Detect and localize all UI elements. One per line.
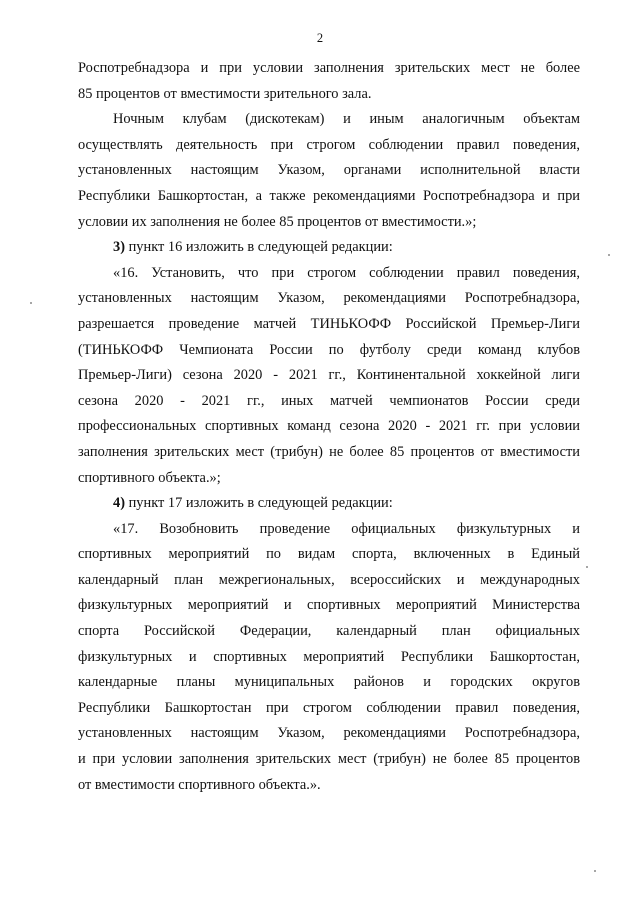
text-line [78, 158, 580, 184]
line-text: «16. Установить, что при строгом соблюдении правил поведения, [113, 264, 580, 281]
line-text: сезона 2020 - 2021 гг., иных матчей чемпионатов России среди [78, 392, 580, 409]
line-text: Ночным клубам (дискотекам) и иным аналогичным объектам [113, 111, 580, 128]
text-line [78, 568, 580, 594]
line-text: условии их заполнения не более 85 процентов от вместимости.»; [78, 213, 477, 230]
line-text: осуществлять деятельность при строгом соблюдении правил поведения, [78, 136, 580, 153]
text-line [78, 414, 580, 440]
text-line [78, 542, 580, 568]
page-number: 2 [316, 31, 324, 45]
line-text: календарный план межрегиональных, всероссийских и международных [78, 571, 580, 588]
line-text: установленных настоящим Указом, рекомендациями Роспотребнадзора, [78, 290, 580, 307]
line-text: «17. Возобновить проведение официальных физкультурных и [113, 520, 580, 537]
text-line [78, 184, 580, 210]
text-line [78, 133, 580, 159]
text-line [78, 747, 580, 773]
line-text: 85 процентов от вместимости зрительного зала. [78, 85, 372, 102]
text-line [78, 593, 580, 619]
text-line [78, 466, 580, 492]
text-line [78, 619, 580, 645]
line-text: пункт 16 изложить в следующей редакции: [125, 239, 393, 256]
line-text: спортивного объекта.»; [78, 469, 221, 486]
text-line [78, 56, 580, 82]
text-line [78, 286, 580, 312]
line-text: установленных настоящим Указом, рекомендациями Роспотребнадзора, [78, 725, 580, 742]
text-line [78, 670, 580, 696]
text-line [78, 721, 580, 747]
item-number: 4) [113, 495, 125, 512]
line-text: установленных настоящим Указом, органами исполнительной власти [78, 162, 580, 179]
document-body [78, 56, 580, 798]
line-text: физкультурных мероприятий и спортивных мероприятий Министерства [78, 597, 580, 614]
line-text: Роспотребнадзора и при условии заполнения зрительских мест не более [78, 60, 580, 76]
scan-speck [608, 254, 610, 256]
line-text: (ТИНЬКОФФ Чемпионата России по футболу среди команд клубов [78, 341, 580, 358]
line-text: заполнения зрительских мест (трибун) не более 85 процентов от вместимости [78, 443, 580, 460]
text-line [78, 363, 580, 389]
text-line [78, 696, 580, 722]
scan-speck [594, 870, 596, 872]
line-text: Республики Башкортостан, а также рекомендациями Роспотребнадзора и при [78, 187, 580, 204]
scan-speck [586, 566, 588, 568]
text-line [78, 491, 580, 517]
scan-speck [30, 302, 32, 304]
text-line [78, 440, 580, 466]
line-text: пункт 17 изложить в следующей редакции: [125, 495, 393, 512]
text-line [78, 517, 580, 543]
line-text: от вместимости спортивного объекта.». [78, 776, 321, 793]
line-text: профессиональных спортивных команд сезона 2020 - 2021 гг. при условии [78, 418, 580, 435]
line-text: Республики Башкортостан при строгом соблюдении правил поведения, [78, 699, 580, 716]
line-text: календарные планы муниципальных районов и городских округов [78, 674, 580, 691]
line-text: спортивных мероприятий по видам спорта, включенных в Единый [78, 546, 580, 563]
line-text: физкультурных и спортивных мероприятий Республики Башкортостан, [78, 648, 580, 665]
line-text: спорта Российской Федерации, календарный план официальных [78, 623, 580, 640]
line-text: и при условии заполнения зрительских мест (трибун) не более 85 процентов [78, 751, 580, 768]
line-text: Премьер-Лиги) сезона 2020 - 2021 гг., Континентальной хоккейной лиги [78, 367, 580, 384]
text-line [78, 210, 580, 236]
text-line [78, 389, 580, 415]
text-line [78, 261, 580, 287]
text-line [78, 773, 580, 799]
text-line [78, 107, 580, 133]
line-text: разрешается проведение матчей ТИНЬКОФФ Российской Премьер-Лиги [78, 315, 580, 332]
text-line [78, 312, 580, 338]
text-line [78, 338, 580, 364]
text-line [78, 235, 580, 261]
text-line [78, 82, 580, 108]
text-line [78, 645, 580, 671]
item-number: 3) [113, 239, 125, 256]
